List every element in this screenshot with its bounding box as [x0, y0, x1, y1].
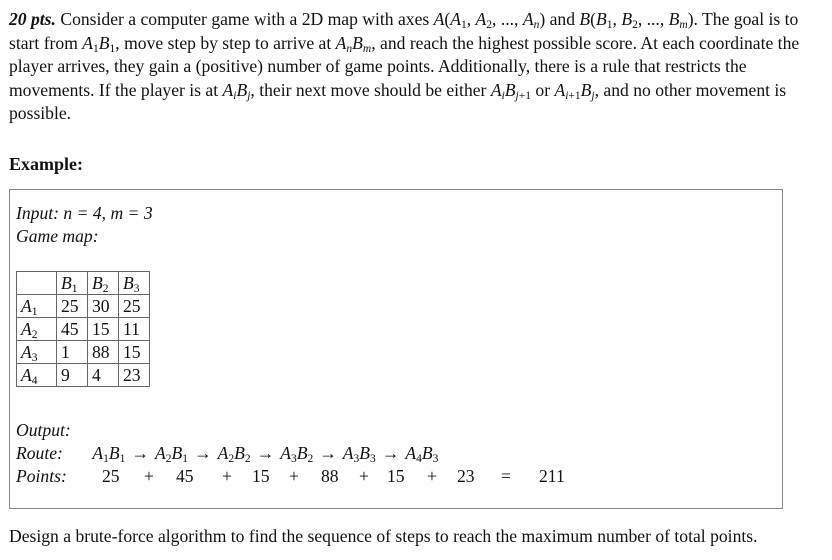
route-step: $A_3B_3$ [342, 443, 376, 465]
table-header-row [17, 272, 150, 295]
points-row [16, 466, 716, 488]
route-sequence [92, 443, 438, 463]
input-line: Input: n = 4, m = 3 [16, 203, 153, 223]
points-term: 15 [387, 466, 405, 486]
table-cell: 25 [119, 295, 150, 318]
column-header: $B_3$ [119, 272, 150, 295]
move-option-1: $A_iB_{j+1}$ [490, 79, 531, 102]
plus-sign: + [427, 466, 437, 486]
route-arrow: → [319, 443, 337, 463]
route-step: $A_2B_2$ [217, 443, 251, 465]
table-cell: 11 [119, 318, 150, 341]
table-row [17, 341, 150, 364]
points-label: 20 pts. [9, 9, 56, 29]
example-box [9, 189, 783, 509]
route-step: $A_2B_1$ [155, 443, 188, 465]
table-cell: 23 [119, 364, 150, 387]
table-row [17, 364, 150, 387]
end-coordinate: $A_nB_m$ [335, 32, 372, 55]
table-cell: 15 [88, 318, 119, 341]
row-header: $A_4$ [17, 364, 57, 387]
route-arrow: → [131, 443, 149, 463]
move-option-2: $A_{i+1}B_j$ [554, 79, 595, 102]
plus-sign: + [144, 466, 154, 486]
table-cell: 88 [88, 341, 119, 364]
points-total: 211 [539, 466, 565, 486]
column-header: $B_2$ [88, 272, 119, 295]
table-cell: 15 [119, 341, 150, 364]
table-cell: 30 [88, 295, 119, 318]
table-row [17, 295, 150, 318]
row-header: $A_1$ [17, 295, 57, 318]
axis-a-definition: $A(A_1$, $A_2$, ..., $A_n$) [433, 9, 546, 31]
problem-text-6: , their next move should be either [250, 79, 487, 100]
route-step: $A_3B_2$ [280, 443, 314, 465]
table-cell: 45 [57, 318, 88, 341]
table-cell: 4 [88, 364, 119, 387]
row-header: $A_3$ [17, 341, 57, 364]
route-step: $A_4B_3$ [405, 443, 439, 465]
route-step: $A_1B_1$ [92, 443, 126, 465]
table-corner-cell [17, 272, 57, 295]
route-arrow: → [194, 443, 212, 463]
route-row [16, 443, 438, 464]
axis-b-definition: $B(B_1$, $B_2$, ..., $B_m$). [579, 9, 698, 31]
points-label: Points: [16, 466, 67, 486]
output-label: Output: [16, 420, 71, 440]
route-arrow: → [381, 443, 400, 463]
route-arrow: → [256, 443, 275, 463]
task-instruction: Design a brute-force algorithm to find the sequence of steps to reach the maximum number of total points. [9, 526, 758, 546]
route-label: Route: [16, 443, 63, 463]
table-cell: 25 [57, 295, 88, 318]
current-coordinate: $A_iB_j$ [222, 79, 251, 102]
plus-sign: + [222, 466, 232, 486]
row-header: $A_2$ [17, 318, 57, 341]
table-cell: 9 [57, 364, 88, 387]
problem-text-3: The goal is to start from [9, 9, 799, 53]
problem-text-4: , move step by step to arrive at [115, 32, 332, 53]
start-coordinate: $A_1B_1$ [82, 32, 116, 55]
problem-text-5: , and reach the highest possible score. At each coordinate the player arrives, they gain a (positive) number of game points. Additionally, there is a rule that restricts the movements. If the player is at [9, 32, 800, 100]
problem-text-1: Consider a computer game with a 2D map with axes [60, 9, 430, 29]
points-term: 23 [457, 466, 475, 486]
example-heading: Example: [9, 154, 83, 174]
equals-sign: = [501, 466, 511, 486]
problem-statement [9, 8, 815, 126]
plus-sign: + [359, 466, 369, 486]
points-term: 88 [321, 466, 339, 486]
problem-text-8: , and no other movement is possible. [9, 79, 787, 123]
problem-text-7: or [535, 79, 551, 100]
game-map-table [16, 271, 150, 387]
problem-text-2: and [549, 9, 576, 29]
table-cell: 1 [57, 341, 88, 364]
game-map-label: Game map: [16, 226, 99, 246]
table-row [17, 318, 150, 341]
points-term: 15 [252, 466, 270, 486]
column-header: $B_1$ [57, 272, 88, 295]
points-term: 45 [176, 466, 194, 486]
plus-sign: + [289, 466, 299, 486]
points-term: 25 [102, 466, 120, 486]
